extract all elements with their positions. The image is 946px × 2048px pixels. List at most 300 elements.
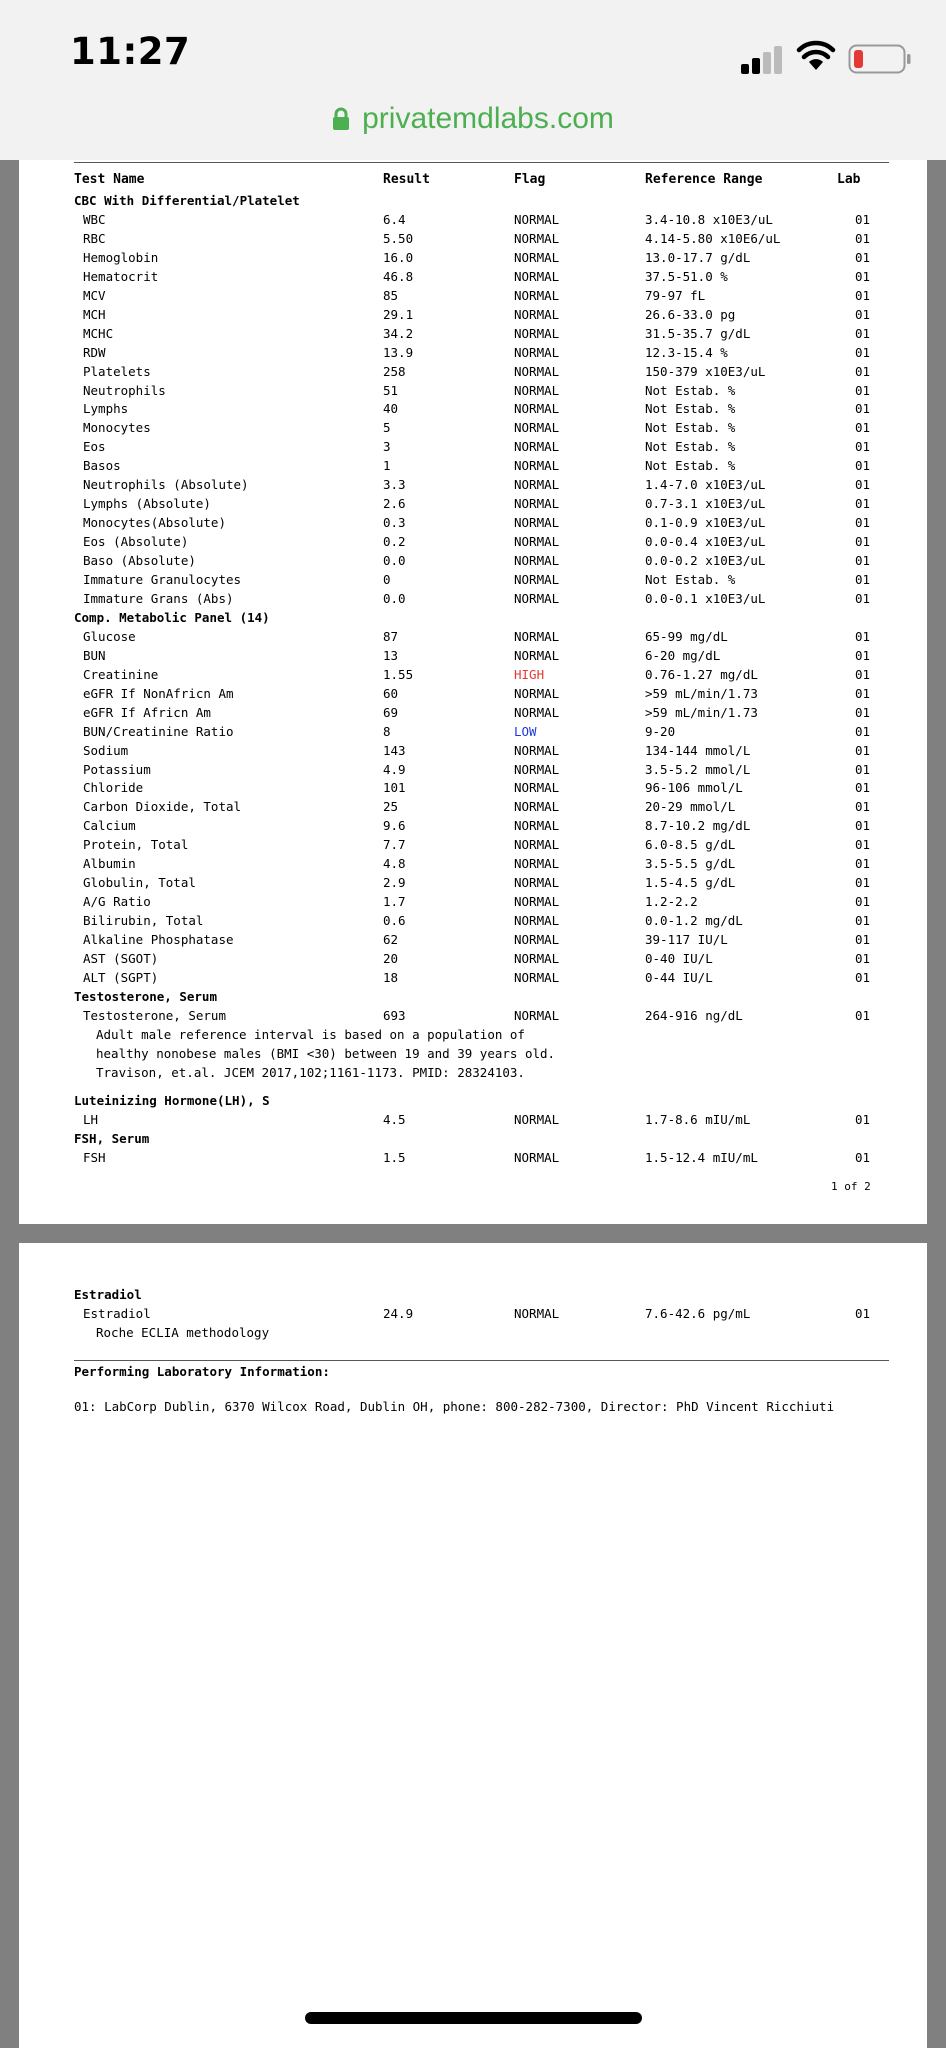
flag: NORMAL <box>514 477 560 493</box>
result-value: 69 <box>383 704 399 720</box>
reference-range: 26.6-33.0 pg <box>645 306 736 322</box>
table-row <box>19 456 927 475</box>
test-name: LH <box>83 1111 99 1127</box>
lab-code: 01 <box>855 401 871 417</box>
section-title-row <box>19 608 927 627</box>
col-flag: Flag <box>514 172 546 187</box>
lab-code: 01 <box>855 287 871 303</box>
result-value: 18 <box>383 969 399 985</box>
table-row <box>19 532 927 551</box>
result-value: 0 <box>383 572 391 587</box>
result-value: 6.4 <box>383 211 406 227</box>
result-value: 1 <box>383 458 391 474</box>
section-title: Testosterone, Serum <box>74 988 217 1004</box>
reference-range: 264-916 ng/dL <box>645 1007 743 1023</box>
reference-range: 0.0-0.4 x10E3/uL <box>645 534 766 550</box>
flag: NORMAL <box>514 818 560 834</box>
table-row <box>19 305 927 324</box>
result-value: 3.3 <box>383 477 406 493</box>
table-row <box>19 570 927 589</box>
flag: NORMAL <box>514 363 560 379</box>
table-row <box>19 722 927 741</box>
result-value: 4.5 <box>383 1111 406 1127</box>
flag: NORMAL <box>514 553 560 569</box>
flag: NORMAL <box>514 382 560 398</box>
section-title: Estradiol <box>74 1287 142 1302</box>
flag: NORMAL <box>514 325 560 341</box>
reference-range: >59 mL/min/1.73 <box>645 685 758 701</box>
reference-range: 0.76-1.27 mg/dL <box>645 666 758 682</box>
flag: NORMAL <box>514 837 560 853</box>
reference-range: 1.5-4.5 g/dL <box>645 875 736 891</box>
status-bar <box>0 0 946 160</box>
test-name: Hematocrit <box>83 268 159 284</box>
flag: NORMAL <box>514 534 560 550</box>
flag: NORMAL <box>514 230 560 246</box>
lab-code: 01 <box>855 249 871 265</box>
test-name: Neutrophils <box>83 382 166 398</box>
reference-note: Adult male reference interval is based on a population of <box>96 1026 525 1042</box>
result-value: 5 <box>383 420 391 436</box>
result-value: 1.5 <box>383 1149 406 1165</box>
flag: NORMAL <box>514 515 560 531</box>
section-title-row <box>19 191 927 210</box>
reference-range: 20-29 mmol/L <box>645 799 736 815</box>
lab-code: 01 <box>855 382 871 398</box>
reference-range: Not Estab. % <box>645 439 736 455</box>
reference-range: 0.0-0.2 x10E3/uL <box>645 553 766 569</box>
test-name: MCH <box>83 306 106 322</box>
performing-lab-title: Performing Laboratory Information: <box>74 1364 330 1379</box>
url-text: privatemdlabs.com <box>362 102 614 135</box>
flag: NORMAL <box>514 951 560 966</box>
test-name: Lymphs (Absolute) <box>83 496 211 512</box>
section-title-row <box>19 987 927 1006</box>
test-name: BUN/Creatinine Ratio <box>83 723 234 739</box>
test-name: Creatinine <box>83 666 159 682</box>
reference-range: >59 mL/min/1.73 <box>645 704 758 720</box>
result-value: 2.9 <box>383 875 406 891</box>
clock: 11:27 <box>70 30 191 73</box>
reference-range: 7.6-42.6 pg/mL <box>645 1306 751 1321</box>
reference-range: 13.0-17.7 g/dL <box>645 249 751 265</box>
reference-note: Travison, et.al. JCEM 2017,102;1161-1173. PMID: 28324103. <box>96 1064 525 1080</box>
test-name: AST (SGOT) <box>83 951 159 966</box>
section-title-row <box>19 1285 927 1304</box>
reference-range: 0-40 IU/L <box>645 951 713 966</box>
test-name: Albumin <box>83 856 136 872</box>
test-name: ALT (SGPT) <box>83 969 159 985</box>
method-note: Roche ECLIA methodology <box>96 1325 270 1340</box>
lab-code: 01 <box>855 534 871 550</box>
test-name: Testosterone, Serum <box>83 1007 226 1023</box>
lab-code: 01 <box>855 477 871 493</box>
reference-range: 3.5-5.5 g/dL <box>645 856 736 872</box>
section-title: CBC With Differential/Platelet <box>74 193 300 208</box>
lock-icon <box>332 107 350 131</box>
flag: NORMAL <box>514 496 560 512</box>
reference-range: 0-44 IU/L <box>645 969 713 985</box>
lab-code: 01 <box>855 628 871 644</box>
flag: NORMAL <box>514 704 560 720</box>
result-value: 4.9 <box>383 761 406 777</box>
flag: HIGH <box>514 666 545 682</box>
lab-code: 01 <box>855 818 871 834</box>
reference-range: 6.0-8.5 g/dL <box>645 837 736 853</box>
table-row <box>19 665 927 684</box>
col-test-name: Test Name <box>74 172 145 187</box>
table-row <box>19 286 927 305</box>
table-row <box>19 797 927 816</box>
lab-code: 01 <box>855 344 871 360</box>
reference-range: 79-97 fL <box>645 287 706 303</box>
lab-code: 01 <box>855 1111 871 1127</box>
flag: NORMAL <box>514 1111 560 1127</box>
lab-code: 01 <box>855 306 871 322</box>
header-rule <box>74 162 889 163</box>
test-name: MCHC <box>83 325 114 341</box>
lab-code: 01 <box>855 590 871 606</box>
table-row <box>19 1110 927 1129</box>
section-title-row <box>19 1129 927 1148</box>
result-value: 87 <box>383 628 399 644</box>
result-value: 5.50 <box>383 230 414 246</box>
flag: NORMAL <box>514 856 560 872</box>
result-value: 29.1 <box>383 306 414 322</box>
table-row <box>19 778 927 797</box>
flag: NORMAL <box>514 628 560 644</box>
test-name: Globulin, Total <box>83 875 196 891</box>
lab-code: 01 <box>855 1007 871 1023</box>
table-row <box>19 949 927 968</box>
table-row <box>19 835 927 854</box>
table-row <box>19 854 927 873</box>
table-row <box>19 475 927 494</box>
reference-range: 8.7-10.2 mg/dL <box>645 818 751 834</box>
result-value: 8 <box>383 723 391 739</box>
lab-code: 01 <box>855 439 871 455</box>
result-value: 693 <box>383 1007 406 1023</box>
page-number: 1 of 2 <box>831 1180 871 1193</box>
table-row <box>19 646 927 665</box>
reference-range: 134-144 mmol/L <box>645 742 751 758</box>
test-name: Sodium <box>83 742 129 758</box>
table-row <box>19 362 927 381</box>
report-page-1 <box>19 160 927 1224</box>
table-row <box>19 892 927 911</box>
flag: NORMAL <box>514 572 560 587</box>
result-value: 34.2 <box>383 325 414 341</box>
result-value: 24.9 <box>383 1306 414 1321</box>
test-name: Monocytes(Absolute) <box>83 515 226 531</box>
section-title: Luteinizing Hormone(LH), S <box>74 1092 270 1108</box>
test-name: Platelets <box>83 363 151 379</box>
flag: NORMAL <box>514 647 560 663</box>
flag: NORMAL <box>514 439 560 455</box>
test-name: Immature Grans (Abs) <box>83 590 234 606</box>
reference-range: 12.3-15.4 % <box>645 344 728 360</box>
reference-range: 96-106 mmol/L <box>645 780 743 796</box>
url-bar[interactable] <box>0 96 946 142</box>
lab-code: 01 <box>855 969 871 985</box>
result-value: 1.7 <box>383 894 406 910</box>
table-row <box>19 589 927 608</box>
flag: NORMAL <box>514 875 560 891</box>
result-value: 62 <box>383 932 399 948</box>
result-value: 13 <box>383 647 399 663</box>
lab-code: 01 <box>855 894 871 910</box>
table-row <box>19 816 927 835</box>
lab-code: 01 <box>855 856 871 872</box>
reference-range: 4.14-5.80 x10E6/uL <box>645 230 781 246</box>
lab-code: 01 <box>855 799 871 815</box>
reference-range: Not Estab. % <box>645 382 736 398</box>
test-name: MCV <box>83 287 106 303</box>
table-row <box>19 1006 927 1025</box>
result-value: 0.3 <box>383 515 406 531</box>
table-row <box>19 513 927 532</box>
lab-code: 01 <box>855 875 871 891</box>
result-value: 4.8 <box>383 856 406 872</box>
home-indicator[interactable] <box>305 2012 642 2024</box>
col-result: Result <box>383 172 430 187</box>
test-name: RBC <box>83 230 106 246</box>
lab-code: 01 <box>855 704 871 720</box>
table-row <box>19 248 927 267</box>
table-row <box>19 229 927 248</box>
result-value: 143 <box>383 742 406 758</box>
result-value: 20 <box>383 951 399 966</box>
lab-code: 01 <box>855 553 871 569</box>
reference-range: 6-20 mg/dL <box>645 647 721 663</box>
table-row <box>19 684 927 703</box>
result-value: 0.2 <box>383 534 406 550</box>
section-title: FSH, Serum <box>74 1130 150 1146</box>
lab-code: 01 <box>855 837 871 853</box>
reference-range: 0.0-0.1 x10E3/uL <box>645 590 766 606</box>
lab-code: 01 <box>855 211 871 227</box>
flag: NORMAL <box>514 742 560 758</box>
flag: NORMAL <box>514 1007 560 1023</box>
result-value: 16.0 <box>383 249 414 265</box>
result-value: 0.0 <box>383 590 406 606</box>
lab-code: 01 <box>855 1306 871 1321</box>
table-row <box>19 267 927 286</box>
reference-range: Not Estab. % <box>645 458 736 474</box>
table-row <box>19 343 927 362</box>
col-reference-range: Reference Range <box>645 172 763 187</box>
reference-range: Not Estab. % <box>645 420 736 436</box>
reference-range: 0.0-1.2 mg/dL <box>645 913 743 929</box>
test-name: Eos (Absolute) <box>83 534 189 550</box>
table-row <box>19 930 927 949</box>
test-name: Lymphs <box>83 401 129 417</box>
flag: NORMAL <box>514 344 560 360</box>
lab-code: 01 <box>855 458 871 474</box>
reference-range: 3.4-10.8 x10E3/uL <box>645 211 773 227</box>
lab-code: 01 <box>855 268 871 284</box>
table-row <box>19 741 927 760</box>
result-value: 13.9 <box>383 344 414 360</box>
flag: NORMAL <box>514 685 560 701</box>
test-name: Neutrophils (Absolute) <box>83 477 249 493</box>
result-value: 60 <box>383 685 399 701</box>
test-name: Alkaline Phosphatase <box>83 932 234 948</box>
result-value: 258 <box>383 363 406 379</box>
flag: NORMAL <box>514 969 560 985</box>
table-row <box>19 437 927 456</box>
table-header <box>19 172 927 192</box>
result-value: 0.6 <box>383 913 406 929</box>
lab-code: 01 <box>855 572 871 587</box>
result-value: 51 <box>383 382 399 398</box>
table-row <box>19 324 927 343</box>
reference-range: 1.5-12.4 mIU/mL <box>645 1149 758 1165</box>
result-value: 25 <box>383 799 399 815</box>
test-name: Potassium <box>83 761 151 777</box>
reference-range: 9-20 <box>645 723 676 739</box>
test-name: eGFR If NonAfricn Am <box>83 685 234 701</box>
flag: NORMAL <box>514 458 560 474</box>
reference-range: 0.7-3.1 x10E3/uL <box>645 496 766 512</box>
result-value: 0.0 <box>383 553 406 569</box>
test-name: Chloride <box>83 780 144 796</box>
test-name: Monocytes <box>83 420 151 436</box>
report-page-2 <box>19 1243 927 2048</box>
table-row <box>19 399 927 418</box>
test-name: Basos <box>83 458 121 474</box>
flag: NORMAL <box>514 932 560 948</box>
test-name: eGFR If Africn Am <box>83 704 211 720</box>
test-name: Carbon Dioxide, Total <box>83 799 242 815</box>
reference-range: 1.4-7.0 x10E3/uL <box>645 477 766 493</box>
test-name: WBC <box>83 211 106 227</box>
reference-range: 150-379 x10E3/uL <box>645 363 766 379</box>
table-row <box>19 551 927 570</box>
result-value: 85 <box>383 287 399 303</box>
reference-range: Not Estab. % <box>645 401 736 417</box>
test-name: Estradiol <box>83 1306 151 1321</box>
lab-code: 01 <box>855 1149 871 1165</box>
table-row <box>19 1148 927 1167</box>
lab-code: 01 <box>855 761 871 777</box>
lab-code: 01 <box>855 647 871 663</box>
test-name: A/G Ratio <box>83 894 151 910</box>
reference-range: 37.5-51.0 % <box>645 268 728 284</box>
flag: NORMAL <box>514 780 560 796</box>
col-lab: Lab <box>837 172 861 187</box>
table-row <box>19 494 927 513</box>
table-row <box>19 627 927 646</box>
flag: NORMAL <box>514 894 560 910</box>
result-value: 2.6 <box>383 496 406 512</box>
lab-code: 01 <box>855 230 871 246</box>
flag: NORMAL <box>514 306 560 322</box>
table-row <box>19 418 927 437</box>
lab-code: 01 <box>855 666 871 682</box>
reference-range: 3.5-5.2 mmol/L <box>645 761 751 777</box>
test-name: RDW <box>83 344 106 360</box>
lab-code: 01 <box>855 913 871 929</box>
test-name: FSH <box>83 1149 106 1165</box>
flag: NORMAL <box>514 420 560 436</box>
table-row <box>19 911 927 930</box>
wifi-icon <box>796 40 836 72</box>
result-value: 9.6 <box>383 818 406 834</box>
flag: NORMAL <box>514 913 560 929</box>
lab-code: 01 <box>855 685 871 701</box>
lab-code: 01 <box>855 363 871 379</box>
reference-note: healthy nonobese males (BMI <30) between 19 and 39 years old. <box>96 1045 556 1061</box>
lab-code: 01 <box>855 780 871 796</box>
reference-range: 1.7-8.6 mIU/mL <box>645 1111 751 1127</box>
test-name: Calcium <box>83 818 136 834</box>
battery-icon <box>848 44 912 74</box>
test-name: Hemoglobin <box>83 249 159 265</box>
result-value: 40 <box>383 401 399 417</box>
lab-code: 01 <box>855 932 871 948</box>
lab-code: 01 <box>855 742 871 758</box>
section-title: Comp. Metabolic Panel (14) <box>74 609 270 625</box>
lab-code: 01 <box>855 515 871 531</box>
test-name: Glucose <box>83 628 136 644</box>
flag: NORMAL <box>514 590 560 606</box>
lab-code: 01 <box>855 723 871 739</box>
flag: NORMAL <box>514 1306 560 1321</box>
performing-lab-text: 01: LabCorp Dublin, 6370 Wilcox Road, Dublin OH, phone: 800-282-7300, Director: PhD Vincent Ricchiuti <box>74 1399 835 1414</box>
test-name: Protein, Total <box>83 837 189 853</box>
lab-code: 01 <box>855 325 871 341</box>
result-value: 101 <box>383 780 406 796</box>
table-row <box>19 1304 927 1323</box>
flag: NORMAL <box>514 401 560 417</box>
test-name: Immature Granulocytes <box>83 572 242 587</box>
table-row <box>19 210 927 229</box>
flag: NORMAL <box>514 1149 560 1165</box>
table-row <box>19 873 927 892</box>
section-divider <box>74 1360 889 1361</box>
lab-code: 01 <box>855 951 871 966</box>
test-name: BUN <box>83 647 106 663</box>
flag: NORMAL <box>514 211 560 227</box>
reference-range: 39-117 IU/L <box>645 932 728 948</box>
reference-range: 65-99 mg/dL <box>645 628 728 644</box>
table-row <box>19 760 927 779</box>
flag: NORMAL <box>514 799 560 815</box>
result-value: 3 <box>383 439 391 455</box>
result-value: 1.55 <box>383 666 414 682</box>
table-row <box>19 968 927 987</box>
reference-range: Not Estab. % <box>645 572 736 587</box>
test-name: Baso (Absolute) <box>83 553 196 569</box>
lab-code: 01 <box>855 420 871 436</box>
flag: NORMAL <box>514 287 560 303</box>
flag: NORMAL <box>514 268 560 284</box>
test-name: Eos <box>83 439 106 455</box>
reference-range: 31.5-35.7 g/dL <box>645 325 751 341</box>
test-name: Bilirubin, Total <box>83 913 204 929</box>
result-value: 46.8 <box>383 268 414 284</box>
flag: NORMAL <box>514 249 560 265</box>
reference-range: 0.1-0.9 x10E3/uL <box>645 515 766 531</box>
signal-icon <box>741 44 787 74</box>
section-title-row <box>19 1091 927 1110</box>
table-row <box>19 381 927 400</box>
flag: LOW <box>514 723 537 739</box>
result-value: 7.7 <box>383 837 406 853</box>
lab-code: 01 <box>855 496 871 512</box>
reference-range: 1.2-2.2 <box>645 894 698 910</box>
